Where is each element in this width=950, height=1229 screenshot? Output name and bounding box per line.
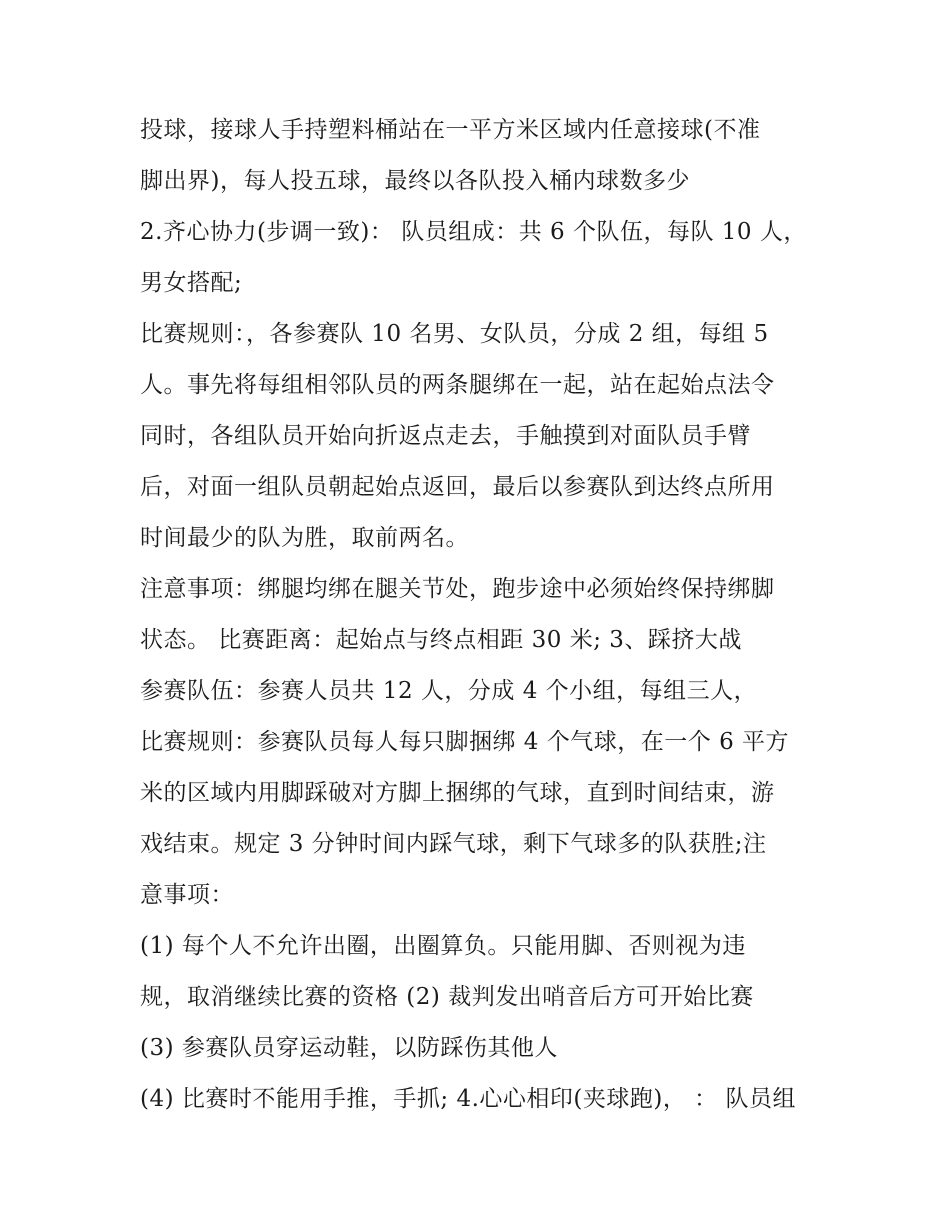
text-line: 时间最少的队为胜，取前两名。 xyxy=(140,525,469,551)
text-line: (1) 每个人不允许出圈，出圈算负。只能用脚、否则视为违 xyxy=(140,933,746,959)
text-line: 注意事项：绑腿均绑在腿关节处，跑步途中必须始终保持绑脚 xyxy=(140,576,775,602)
text-line: 投球，接球人手持塑料桶站在一平方米区域内任意接球(不准 xyxy=(140,117,761,143)
text-line: 2.齐心协力(步调一致)： 队员组成：共 6 个队伍，每队 10 人， xyxy=(140,219,807,245)
text-line: 比赛规则：，各参赛队 10 名男、女队员，分成 2 组，每组 5 xyxy=(140,321,769,347)
text-line: (4) 比赛时不能用手推，手抓; 4.心心相印(夹球跑)， ： 队员组 xyxy=(140,1086,796,1112)
text-line: 戏结束。规定 3 分钟时间内踩气球，剩下气球多的队获胜;注 xyxy=(140,831,767,857)
text-line: 人。事先将每组相邻队员的两条腿绑在一起，站在起始点法令 xyxy=(140,372,775,398)
text-line: 后，对面一组队员朝起始点返回，最后以参赛队到达终点所用 xyxy=(140,474,775,500)
text-line: 规，取消继续比赛的资格 (2) 裁判发出哨音后方可开始比赛 xyxy=(140,984,754,1010)
text-line: 脚出界)，每人投五球，最终以各队投入桶内球数多少 xyxy=(140,168,690,194)
text-line: 意事项： xyxy=(140,882,234,908)
text-line: 同时，各组队员开始向折返点走去，手触摸到对面队员手臂 xyxy=(140,423,751,449)
text-line: 比赛规则：参赛队员每人每只脚捆绑 4 个气球，在一个 6 平方 xyxy=(140,729,790,755)
text-line: 状态。 比赛距离：起始点与终点相距 30 米; 3、踩挤大战 xyxy=(140,627,742,653)
text-line: 参赛队伍：参赛人员共 12 人，分成 4 个小组，每组三人， xyxy=(140,678,758,704)
text-line: (3) 参赛队员穿运动鞋，以防踩伤其他人 xyxy=(140,1035,558,1061)
text-line: 男女搭配; xyxy=(140,270,243,296)
text-line: 米的区域内用脚踩破对方脚上捆绑的气球，直到时间结束，游 xyxy=(140,780,775,806)
